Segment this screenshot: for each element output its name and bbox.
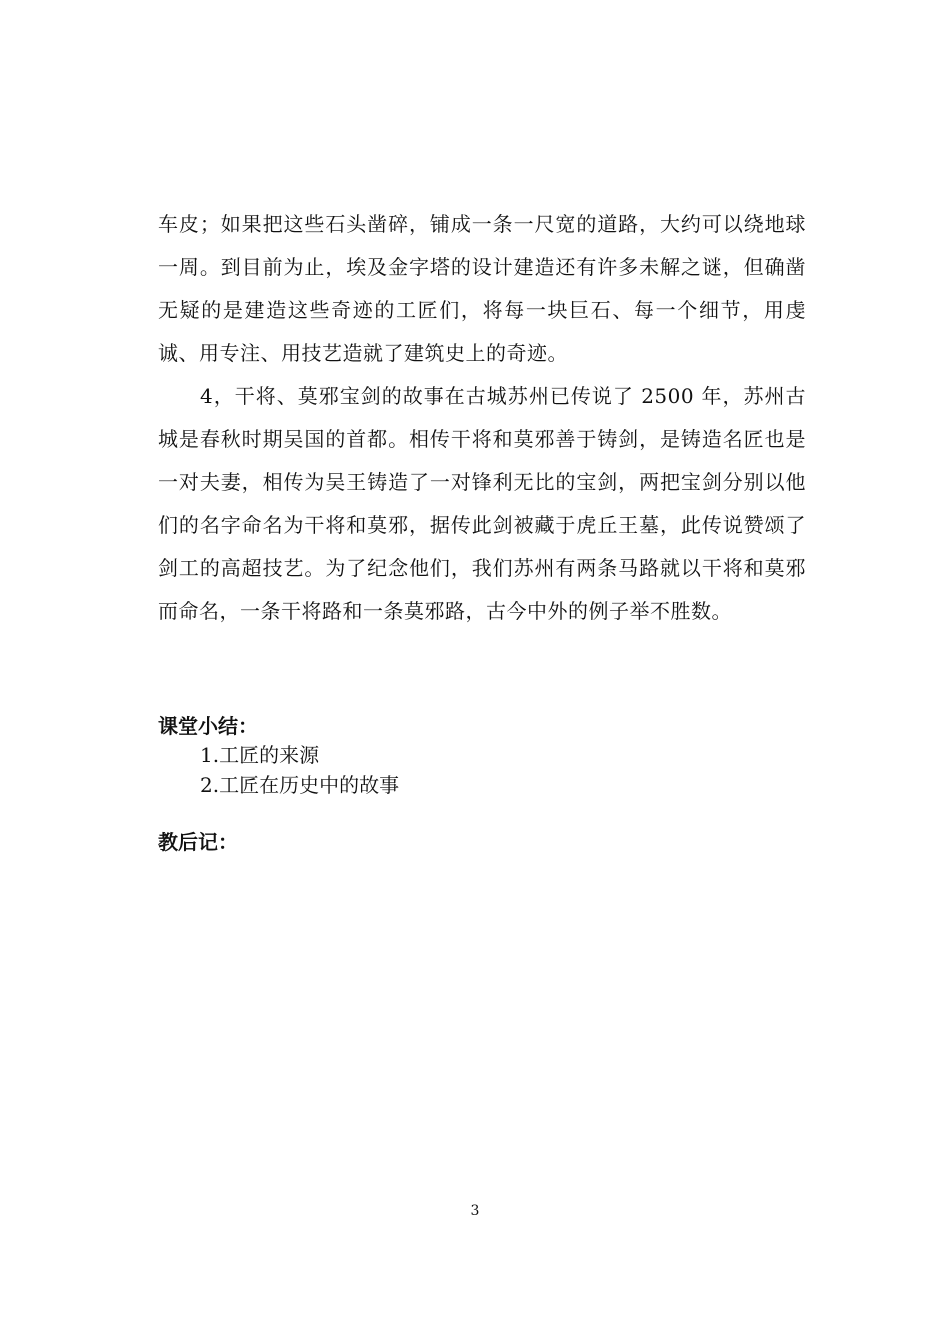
summary-item: 1.工匠的来源 xyxy=(200,743,320,767)
summary-item: 2.工匠在历史中的故事 xyxy=(200,773,400,797)
body-text xyxy=(158,203,806,633)
summary-list xyxy=(200,740,399,800)
summary-heading: 课堂小结： xyxy=(158,714,258,738)
afterword-heading: 教后记： xyxy=(158,830,238,854)
paragraph-ganjiang-moye: 4，干将、莫邪宝剑的故事在古城苏州已传说了 2500 年，苏州古城是春秋时期吴国的首都。相传干将和莫邪善于铸剑，是铸造名匠也是一对夫妻，相传为吴王铸造了一对锋利无比的宝剑，两把宝剑分别以他们的名字命名为干将和莫邪，据传此剑被藏于虎丘王墓，此传说赞颂了剑工的高超技艺。为了纪念他们，我们苏州有两条马路就以干将和莫邪而命名，一条干将路和一条莫邪路，古今中外的例子举不胜数。 xyxy=(158,384,806,623)
page-number: 3 xyxy=(470,1203,480,1219)
paragraph-continuation: 车皮；如果把这些石头凿碎，铺成一条一尺宽的道路，大约可以绕地球一周。到目前为止，埃及金字塔的设计建造还有许多未解之谜，但确凿无疑的是建造这些奇迹的工匠们，将每一块巨石、每一个细节，用虔诚、用专注、用技艺造就了建筑史上的奇迹。 xyxy=(158,212,806,365)
